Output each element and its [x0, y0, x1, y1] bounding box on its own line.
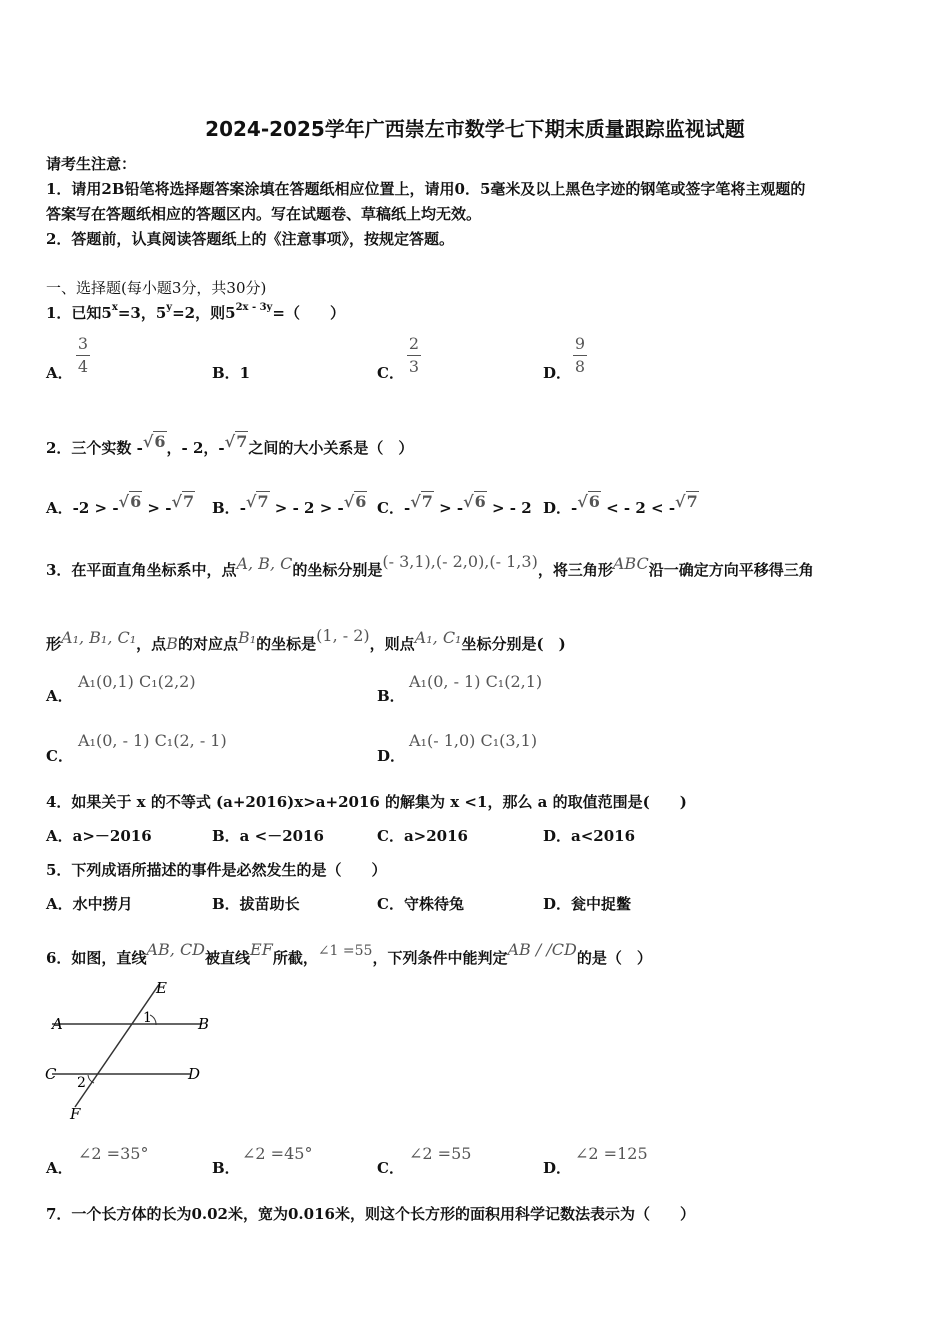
q1-option-d-fraction: $\frac{9}{8}$ [574, 334, 586, 376]
q4-option-d[interactable]: D．a<2016 [543, 827, 636, 845]
q3-option-d[interactable]: D． [377, 747, 406, 765]
q5-stem: 5．下列成语所描述的事件是必然发生的是（ ） [46, 861, 387, 879]
notice-heading: 请考生注意： [46, 155, 137, 173]
q6-option-c-value: ∠2 =55 [409, 1144, 472, 1163]
page-title: 2024-2025学年广西崇左市数学七下期末质量跟踪监视试题 [205, 117, 745, 141]
q6-option-b-value: ∠2 =45° [242, 1144, 313, 1163]
q1-option-c[interactable]: C． [377, 364, 404, 382]
q2-stem: 2．三个实数 -√6，- 2，-√7之间的大小关系是（ ） [46, 432, 414, 457]
q2-option-a[interactable]: A．-2 > -√6 > -√7 [46, 492, 195, 517]
q2-option-b[interactable]: B．-√7 > - 2 > -√6 [212, 492, 367, 517]
q2-option-d[interactable]: D．-√6 < - 2 < -√7 [543, 492, 698, 517]
q1-option-c-fraction: $\frac{2}{3}$ [408, 334, 420, 376]
q1-option-a[interactable]: A． [46, 364, 73, 382]
q3-option-a[interactable]: A． [46, 687, 73, 705]
q3-stem-line1: 3．在平面直角坐标系中，点A, B, C的坐标分别是(- 3,1),(- 2,0),(- 1,3)，将三角形ABC沿一确定方向平移得三角 [46, 552, 814, 579]
q3-option-d-value: A₁(- 1,0) C₁(3,1) [409, 731, 538, 750]
q4-option-a[interactable]: A．a>－2016 [46, 827, 152, 845]
q3-option-b-value: A₁(0, - 1) C₁(2,1) [409, 672, 543, 691]
q5-option-d[interactable]: D．瓮中捉鳖 [543, 895, 632, 913]
q3-option-c[interactable]: C． [46, 747, 73, 765]
q6-option-b[interactable]: B． [212, 1159, 240, 1177]
q6-figure [42, 975, 222, 1125]
q5-option-b[interactable]: B．拔苗助长 [212, 895, 300, 913]
q3-option-c-value: A₁(0, - 1) C₁(2, - 1) [78, 731, 227, 750]
notice-line-2: 2．答题前，认真阅读答题纸上的《注意事项》，按规定答题。 [46, 230, 454, 248]
q4-option-c[interactable]: C．a>2016 [377, 827, 468, 845]
q5-option-a[interactable]: A．水中捞月 [46, 895, 133, 913]
q6-option-c[interactable]: C． [377, 1159, 404, 1177]
q1-option-d[interactable]: D． [543, 364, 572, 382]
q7-stem: 7．一个长方体的长为0.02米，宽为0.016米，则这个长方形的面积用科学记数法表示为（ ） [46, 1205, 695, 1223]
q6-option-d[interactable]: D． [543, 1159, 572, 1177]
q6-option-a[interactable]: A． [46, 1159, 73, 1177]
label-d: D [188, 1065, 201, 1083]
q6-option-a-value: ∠2 =35° [78, 1144, 149, 1163]
q1-option-a-fraction: $\frac{3}{4}$ [77, 334, 89, 376]
q4-stem: 4．如果关于 x 的不等式 (a+2016)x>a+2016 的解集为 x <1，那么 a 的取值范围是( ) [46, 793, 687, 811]
q5-option-c[interactable]: C．守株待兔 [377, 895, 464, 913]
label-angle-2: 2 [77, 1075, 86, 1091]
line-ef [75, 983, 160, 1107]
section-heading: 一、选择题(每小题3分，共30分) [46, 279, 267, 297]
q3-stem-line2: 形A₁, B₁, C₁，点B的对应点B₁的坐标是(1, - 2)，则点A₁, C₁坐标分别是( ) [46, 626, 566, 653]
q6-option-d-value: ∠2 =125 [575, 1144, 648, 1163]
label-b: B [198, 1015, 210, 1033]
q6-stem: 6．如图，直线AB, CD被直线EF所截，∠1 =55，下列条件中能判定AB / /CD的是（ ） [46, 940, 652, 967]
label-c: C [45, 1065, 57, 1083]
label-e: E [156, 979, 167, 997]
q2-option-c[interactable]: C．-√7 > -√6 > - 2 [377, 492, 532, 517]
q1-stem: 1．已知$5^x=3$，$5^y=2$，则$5^{2x - 3y}=$（ ） [46, 302, 345, 322]
q1-option-b[interactable]: B．1 [212, 364, 251, 382]
notice-line-1a: 1．请用2B铅笔将选择题答案涂填在答题纸相应位置上，请用0．5毫米及以上黑色字迹的钢笔或签字笔将主观题的 [46, 180, 806, 198]
q4-option-b[interactable]: B．a <－2016 [212, 827, 324, 845]
notice-line-1b: 答案写在答题纸相应的答题区内。写在试题卷、草稿纸上均无效。 [46, 205, 482, 223]
label-f: F [70, 1105, 81, 1123]
q3-option-b[interactable]: B． [377, 687, 405, 705]
q3-option-a-value: A₁(0,1) C₁(2,2) [78, 672, 196, 691]
label-a: A [52, 1015, 63, 1033]
label-angle-1: 1 [143, 1010, 152, 1026]
